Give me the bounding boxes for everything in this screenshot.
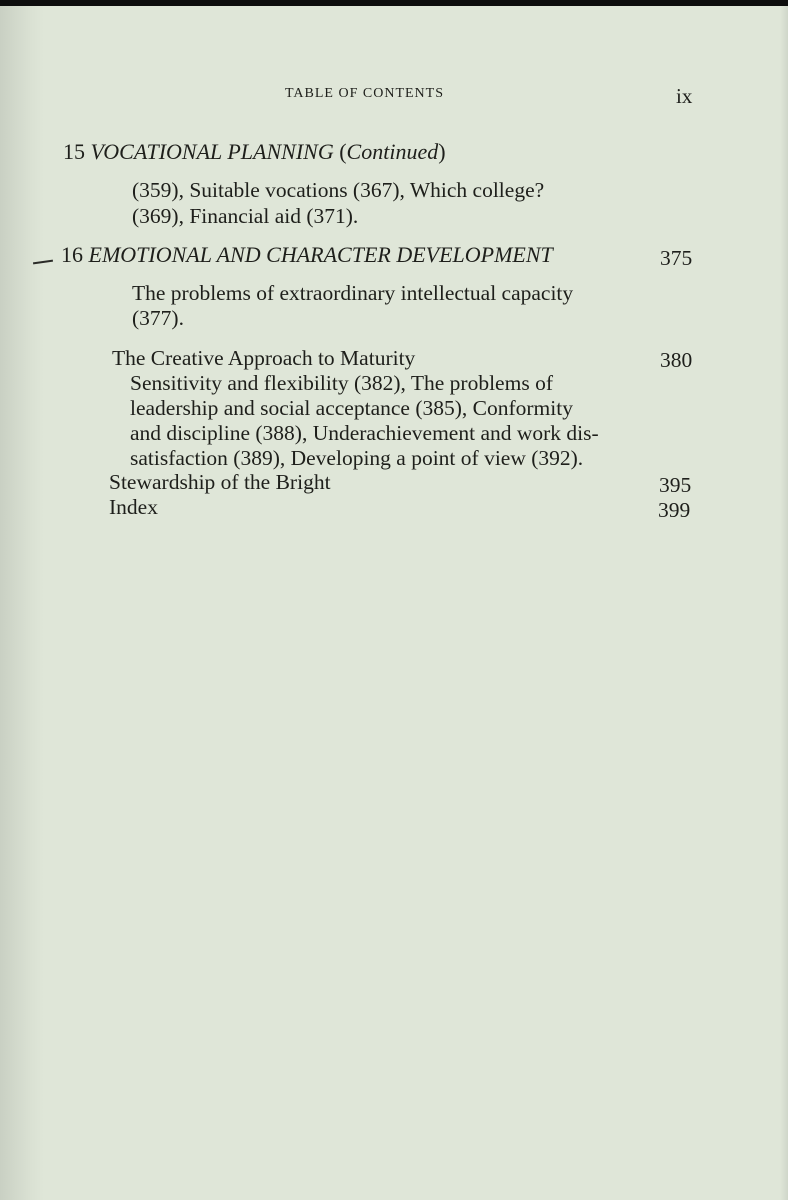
chapter-15-title: VOCATIONAL PLANNING (90, 139, 334, 164)
book-page (0, 6, 788, 1200)
section-creative-topics-line-2: leadership and social acceptance (385), Conformity (130, 396, 573, 420)
chapter-15-continued: (Continued) (339, 139, 446, 164)
section-creative-topics-line-4: satisfaction (389), Developing a point of view (392). (130, 446, 584, 470)
chapter-16-heading (61, 242, 553, 268)
page-gutter-shadow (0, 6, 44, 1200)
chapter-15-topics-line-2: (369), Financial aid (371). (132, 204, 359, 228)
chapter-15-topics-line-1: (359), Suitable vocations (367), Which college? (132, 178, 545, 202)
section-stewardship-page: 395 (659, 473, 692, 497)
section-index: Index (109, 495, 158, 519)
section-creative-topics-line-1: Sensitivity and flexibility (382), The problems of (130, 371, 553, 395)
chapter-16-topics-line-2: (377). (132, 306, 184, 330)
chapter-16-page: 375 (660, 246, 693, 270)
section-creative-approach-page: 380 (660, 348, 693, 372)
section-stewardship: Stewardship of the Bright (109, 470, 331, 494)
section-creative-topics-line-3: and discipline (388), Underachievement and work dis- (130, 421, 599, 445)
chapter-16-title: EMOTIONAL AND CHARACTER DEVELOPMENT (88, 242, 553, 267)
running-head: TABLE OF CONTENTS (285, 86, 444, 101)
section-creative-approach: The Creative Approach to Maturity (112, 346, 416, 370)
page-number: ix (676, 84, 693, 108)
chapter-15-heading (63, 139, 446, 165)
section-index-page: 399 (658, 498, 691, 522)
page-right-edge (780, 6, 788, 1200)
chapter-15-number: 15 (63, 139, 85, 164)
chapter-16-topics-line-1: The problems of extraordinary intellectual capacity (132, 281, 574, 305)
chapter-16-number: 16 (61, 242, 83, 267)
